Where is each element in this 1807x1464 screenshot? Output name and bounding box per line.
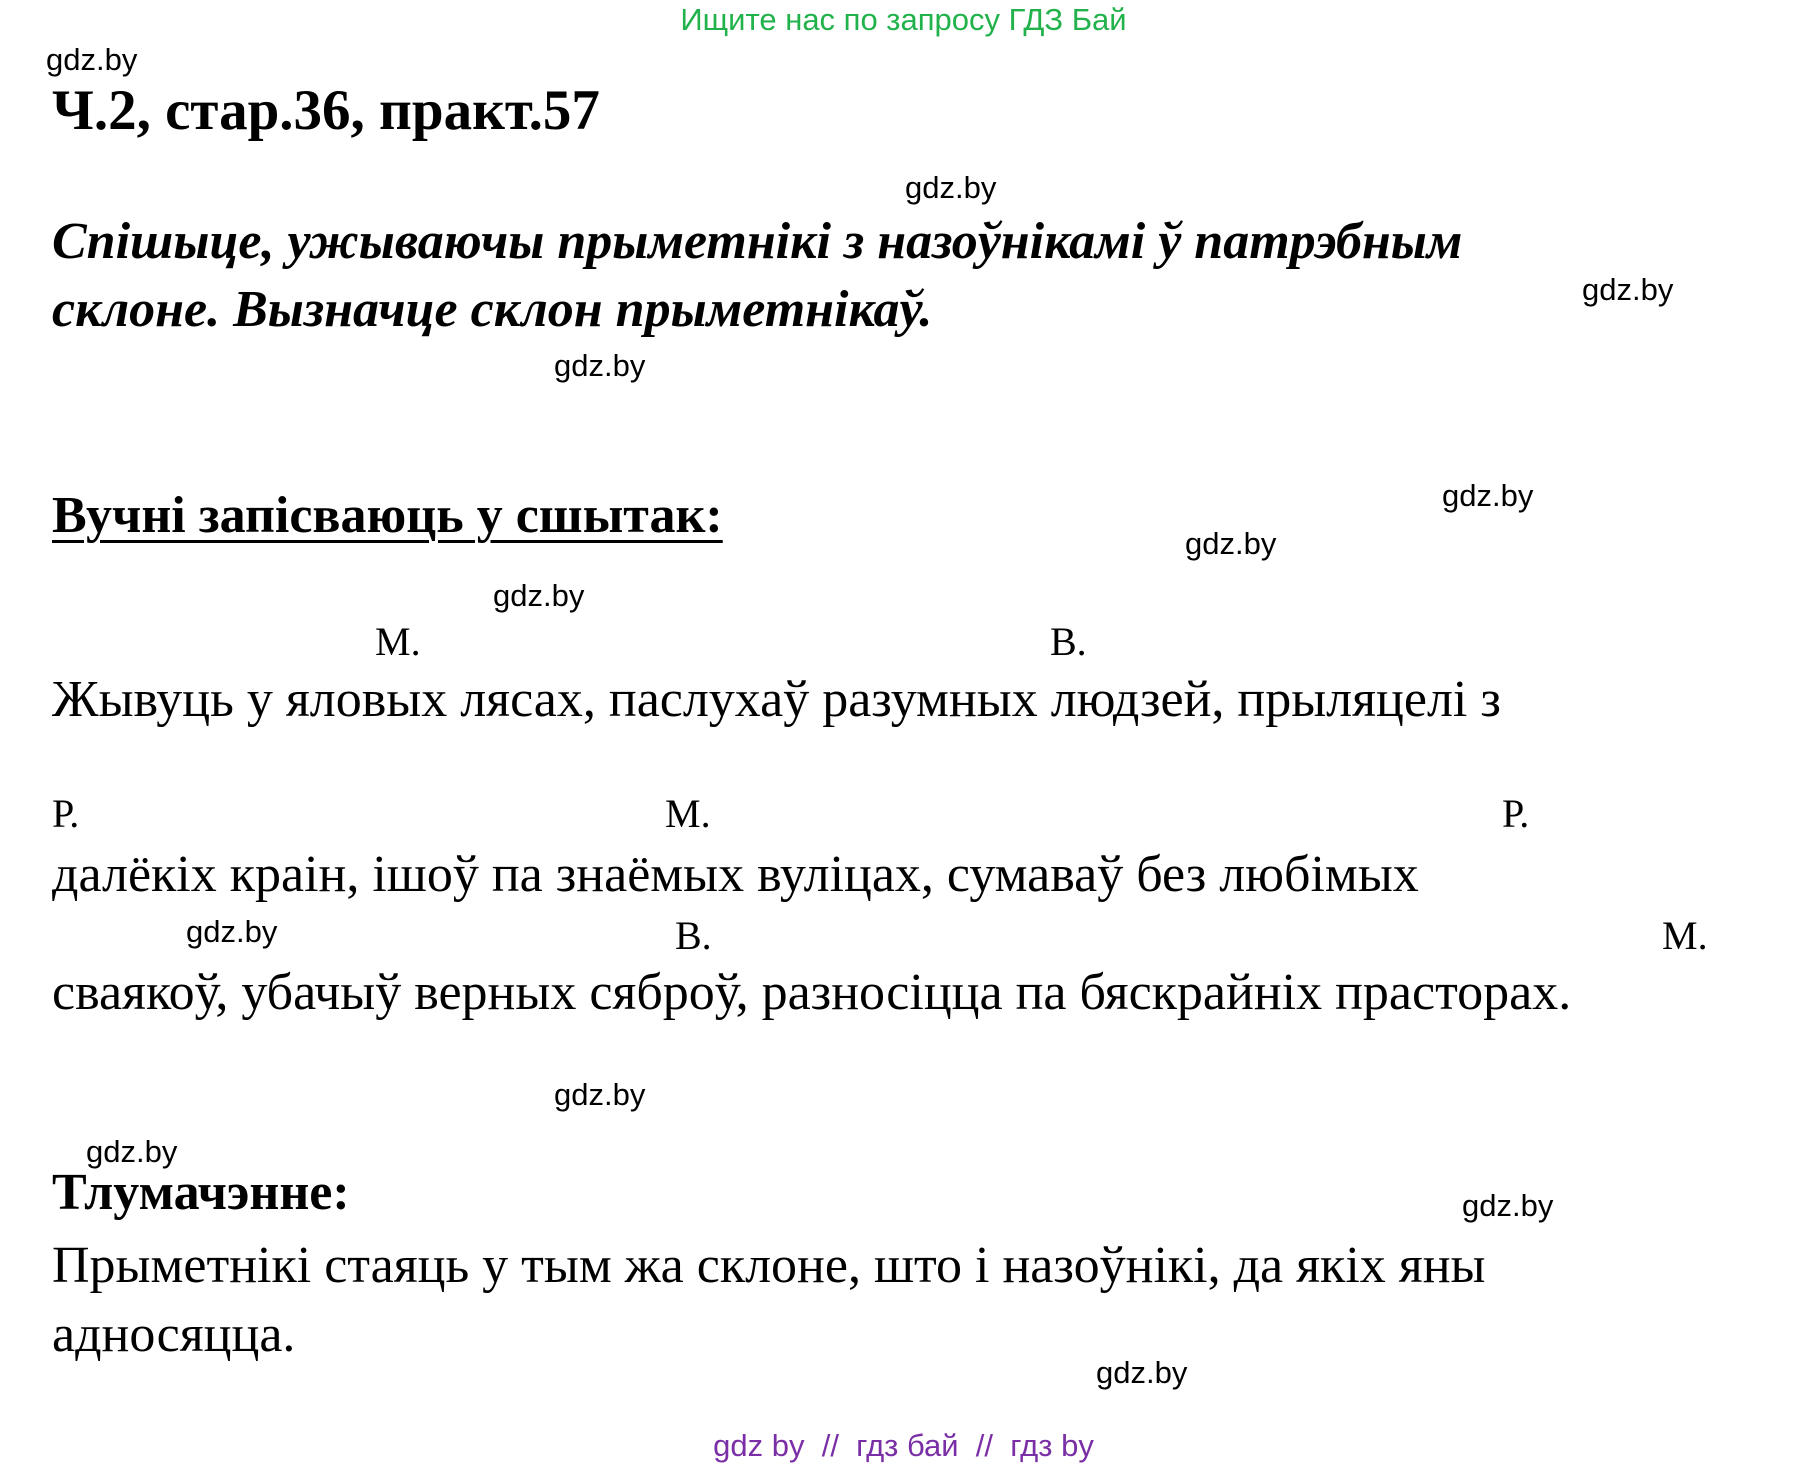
task-line-2: склоне. Вызначце склон прыметнікаў. xyxy=(52,281,933,338)
answer-line-3: сваякоў, убачыў верных сяброў, разносіцца па бяскрайніх прасторах. xyxy=(52,964,1572,1021)
watermark: gdz.by xyxy=(554,348,646,383)
case-label: Р. xyxy=(52,791,80,836)
explanation-heading: Тлумачэнне: xyxy=(52,1164,350,1221)
task-line-1: Спішыце, ужываючы прыметнікі з назоўнікамі ў патрэбным xyxy=(52,213,1463,270)
watermark: gdz.by xyxy=(493,578,585,613)
watermark: gdz.by xyxy=(1442,478,1534,513)
watermark: gdz.by xyxy=(905,170,997,205)
watermark: gdz.by xyxy=(86,1134,178,1169)
search-banner: Ищите нас по запросу ГДЗ Бай xyxy=(680,2,1127,37)
watermark: gdz.by xyxy=(46,42,138,77)
explanation-line-1: Прыметнікі стаяць у тым жа склоне, што і назоўнікі, да якіх яны xyxy=(52,1237,1486,1294)
case-label: Р. xyxy=(1502,791,1530,836)
page-title: Ч.2, стар.36, практ.57 xyxy=(52,79,600,142)
watermark: gdz.by xyxy=(554,1077,646,1112)
answer-line-2: далёкіх краін, ішоў па знаёмых вуліцах, сумаваў без любімых xyxy=(52,846,1419,903)
answer-line-1: Жывуць у яловых лясах, паслухаў разумных людзей, прыляцелі з xyxy=(52,671,1501,728)
watermark: gdz.by xyxy=(186,914,278,949)
case-label: М. xyxy=(1662,913,1708,958)
case-label: М. xyxy=(375,619,421,664)
case-label: В. xyxy=(675,913,712,958)
case-label: М. xyxy=(665,791,711,836)
case-label: В. xyxy=(1050,619,1087,664)
answer-heading: Вучні запісваюць у сшытак: xyxy=(52,487,723,544)
watermark: gdz.by xyxy=(1462,1188,1554,1223)
explanation-line-2: адносяцца. xyxy=(52,1306,296,1363)
watermark: gdz.by xyxy=(1582,272,1674,307)
watermark: gdz.by xyxy=(1185,526,1277,561)
footer-links: gdz by // гдз бай // гдз by xyxy=(713,1428,1094,1463)
watermark: gdz.by xyxy=(1096,1355,1188,1390)
